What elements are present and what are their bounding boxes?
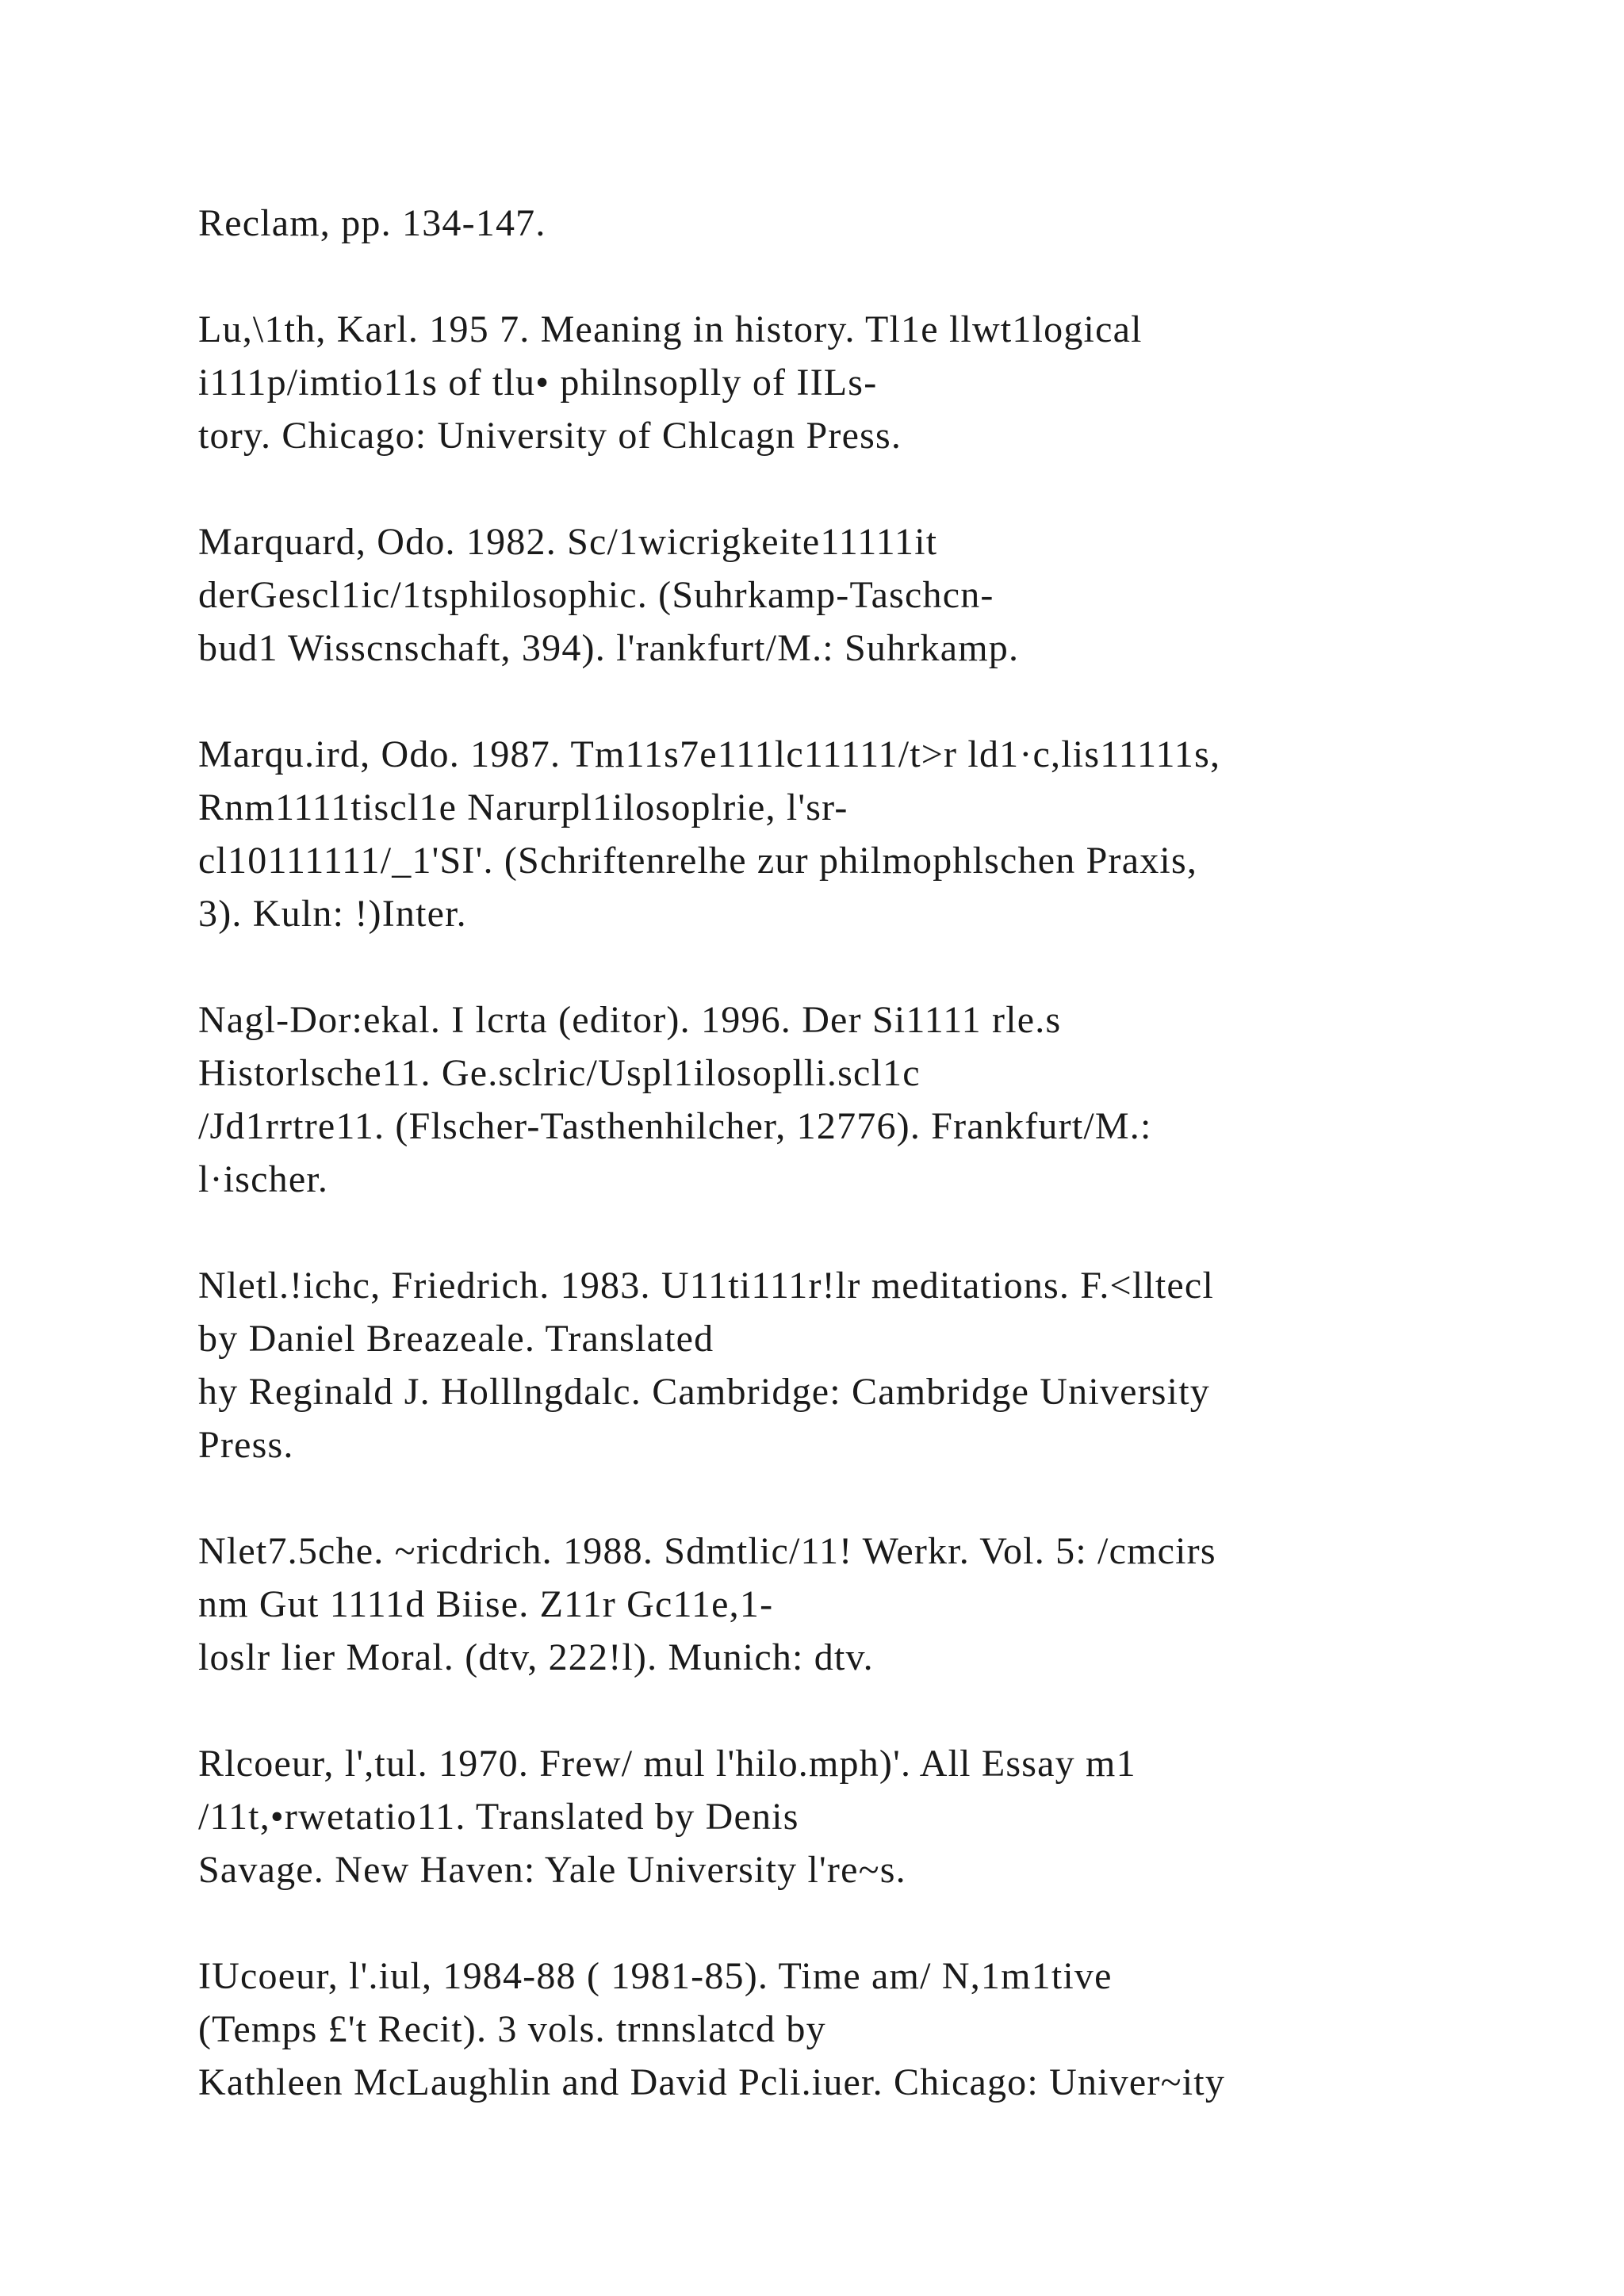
reference-line: bud1 Wisscnschaft, 394). l'rankfurt/M.: Suhrkamp. (198, 627, 1020, 669)
reference-entry (198, 1525, 1499, 1684)
reference-line: Rnm1111tiscl1e Narurpl1ilosoplrie, l'sr- (198, 786, 848, 828)
reference-line: Historlsche11. Ge.sclric/Uspl1ilosoplli.scl1c (198, 1052, 921, 1094)
reference-entry (198, 993, 1499, 1206)
reference-entry (198, 515, 1499, 675)
reference-line: derGescl1ic/1tsphilosophic. (Suhrkamp-Taschcn- (198, 574, 994, 616)
reference-line: /Jd1rrtre11. (Flscher-Tasthenhilcher, 12776). Frankfurt/M.: (198, 1105, 1152, 1147)
reference-entry (198, 1950, 1499, 2109)
reference-line: hy Reginald J. Holllngdalc. Cambridge: Cambridge University (198, 1371, 1210, 1413)
reference-line: tory. Chicago: University of Chlcagn Press. (198, 415, 902, 457)
reference-line: Press. (198, 1424, 294, 1466)
reference-line: 3). Kuln: !)Inter. (198, 893, 467, 935)
reference-line: i111p/imtio11s of tlu• philnsoplly of IILs- (198, 362, 878, 404)
reference-line: Lu,\1th, Karl. 195 7. Meaning in history. Tl1e llwt1logical (198, 308, 1143, 350)
reference-line: loslr lier Moral. (dtv, 222!l). Munich: dtv. (198, 1636, 874, 1678)
reference-line: Nlet7.5che. ~ricdrich. 1988. Sdmtlic/11! Werkr. Vol. 5: /cmcirs (198, 1530, 1216, 1572)
reference-line: Marqu.ird, Odo. 1987. Tm11s7e111lc11111/t>r ld1·c,lis11111s, (198, 733, 1221, 775)
reference-line: IUcoeur, l'.iul, 1984-88 ( 1981-85). Time am/ N,1m1tive (198, 1955, 1113, 1997)
reference-line: Savage. New Haven: Yale University l're~s. (198, 1849, 906, 1891)
reference-line: by Daniel Breazeale. Translated (198, 1318, 714, 1360)
reference-line: Nagl-Dor:ekal. I lcrta (editor). 1996. Der Si1111 rle.s (198, 999, 1062, 1041)
reference-line: l·ischer. (198, 1158, 329, 1200)
reference-line: Marquard, Odo. 1982. Sc/1wicrigkeite11111it (198, 521, 938, 563)
reference-line: Reclam, pp. 134-147. (198, 202, 546, 244)
reference-line: cl10111111/_1'SI'. (Schriftenrelhe zur philmophlschen Praxis, (198, 840, 1198, 882)
reference-entry (198, 1737, 1499, 1896)
reference-entry (198, 728, 1499, 940)
reference-line: Kathleen McLaughlin and David Pcli.iuer. Chicago: Univer~ity (198, 2061, 1226, 2103)
reference-line: nm Gut 1111d Biise. Z11r Gc11e,1- (198, 1583, 774, 1625)
reference-line: Nletl.!ichc, Friedrich. 1983. U11ti111r!lr meditations. F.<lltecl (198, 1265, 1214, 1307)
reference-entry (198, 197, 1499, 250)
reference-entry (198, 303, 1499, 462)
reference-line: Rlcoeur, l',tul. 1970. Frew/ mul l'hilo.mph)'. All Essay m1 (198, 1743, 1136, 1785)
reference-entry (198, 1259, 1499, 1471)
reference-list (198, 197, 1499, 2162)
reference-line: /11t,•rwetatio11. Translated by Denis (198, 1796, 799, 1838)
reference-line: (Temps £'t Recit). 3 vols. trnnslatcd by (198, 2008, 826, 2050)
